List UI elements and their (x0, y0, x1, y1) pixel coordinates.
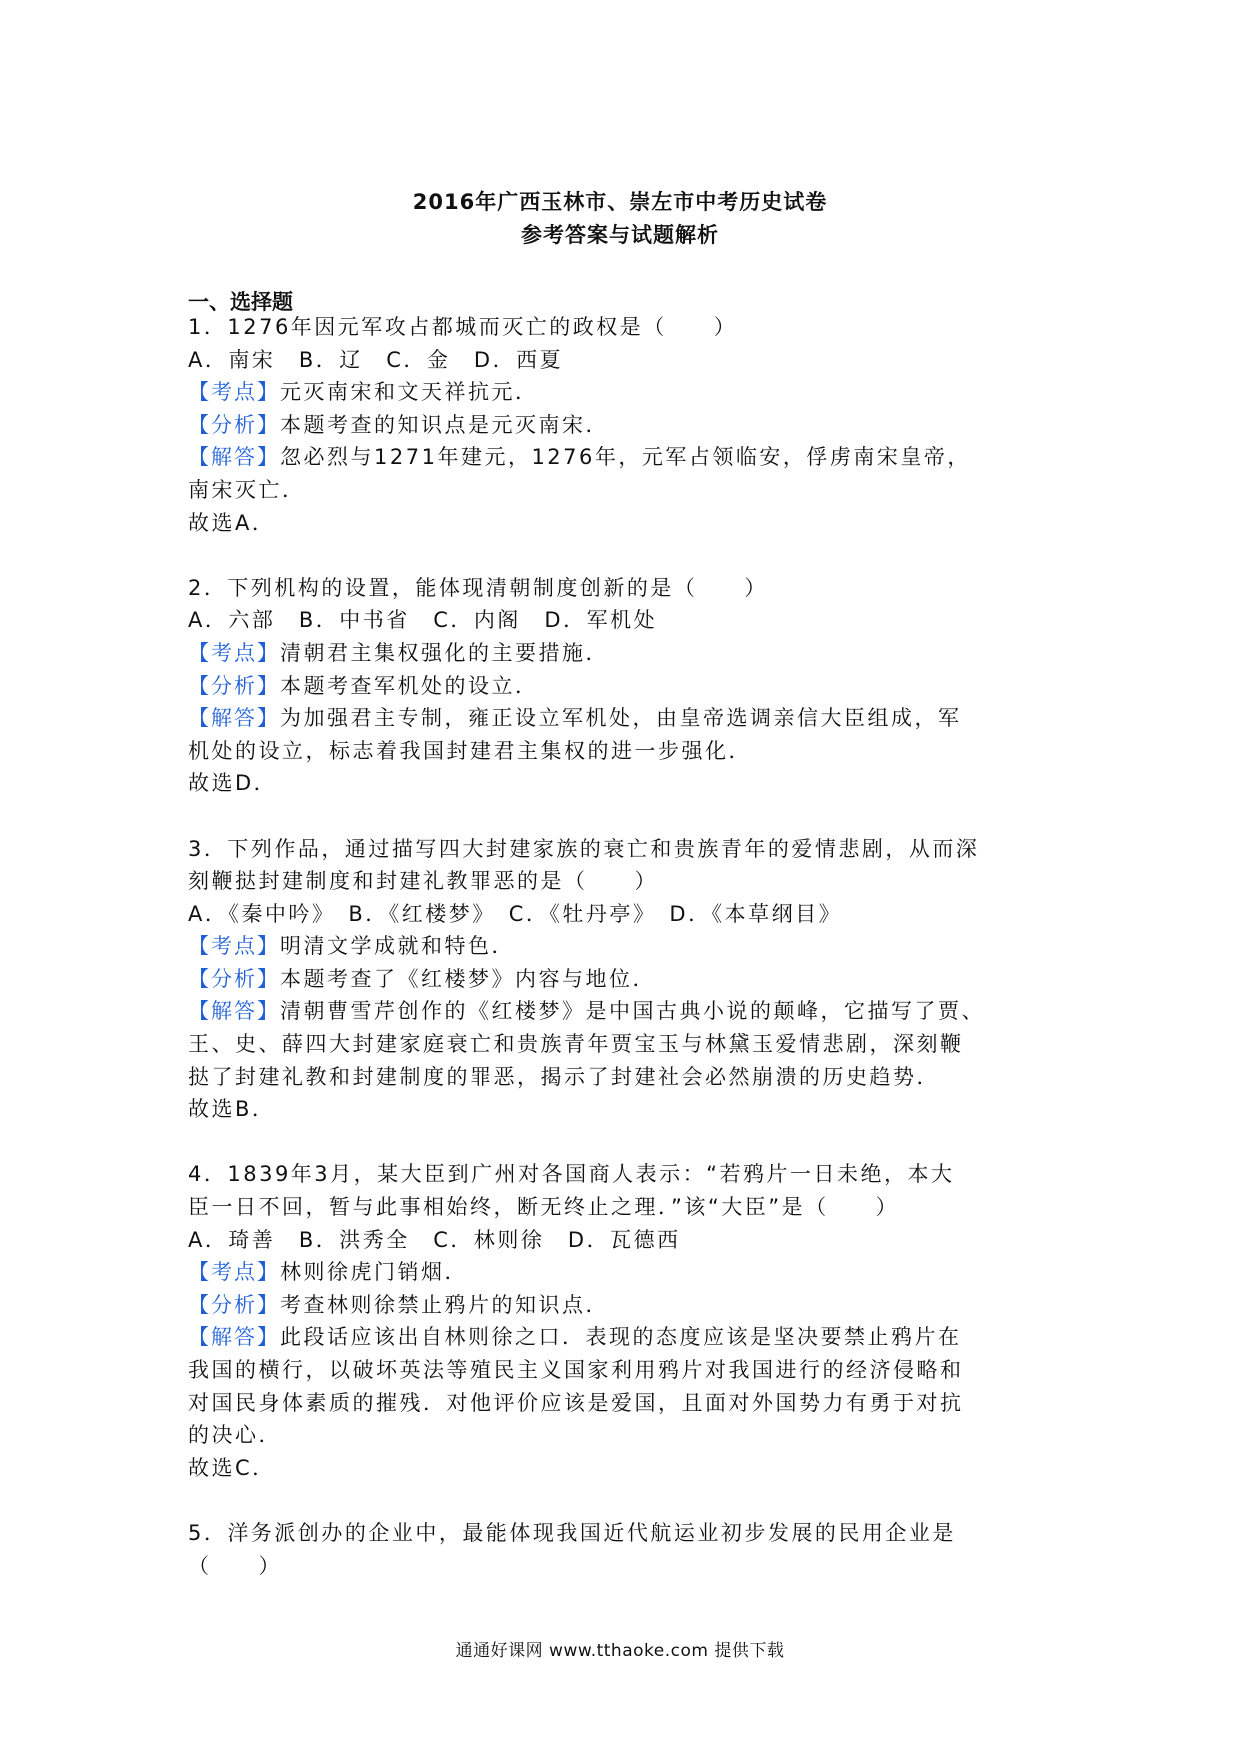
line-text: 故选A． (188, 510, 276, 535)
text-line (188, 702, 1058, 735)
line-text: 本题考查了《红楼梦》内容与地位． (280, 966, 656, 991)
answer-tag: 【考点】 (188, 934, 280, 959)
answer-tag: 【分析】 (188, 412, 280, 437)
text-line (188, 1550, 1058, 1583)
line-text: A．六部 B．中书省 C．内阁 D．军机处 (188, 608, 658, 633)
line-text: 林则徐虎门销烟． (280, 1260, 468, 1285)
section-heading: 一、选择题 (188, 290, 293, 314)
line-text: 王、史、薛四大封建家庭衰亡和贵族青年贾宝玉与林黛玉爱情悲剧，深刻鞭 (188, 1032, 964, 1057)
text-line (188, 1321, 1058, 1354)
answer-tag: 【考点】 (188, 1260, 280, 1285)
text-line (188, 833, 1058, 866)
line-text: 为加强君主专制，雍正设立军机处，由皇帝选调亲信大臣组成，军 (280, 706, 962, 731)
text-line (188, 1289, 1058, 1322)
document-title: 2016年广西玉林市、崇左市中考历史试卷 (412, 190, 828, 214)
line-text: 的决心． (188, 1423, 282, 1448)
text-line (188, 1158, 1058, 1191)
text-line (188, 637, 1058, 670)
line-text: A．南宋 B．辽 C．金 D．西夏 (188, 347, 564, 372)
line-text: A．琦善 B．洪秀全 C．林则徐 D．瓦德西 (188, 1227, 681, 1252)
text-line (188, 441, 1058, 474)
answer-tag: 【考点】 (188, 380, 280, 405)
page-footer: 通通好课网 www.tthaoke.com 提供下载 (455, 1641, 785, 1661)
answer-tag: 【解答】 (188, 706, 280, 731)
paragraph-gap (188, 800, 1058, 833)
line-text: 此段话应该出自林则徐之口．表现的态度应该是坚决要禁止鸦片在 (280, 1325, 962, 1350)
line-text: 故选C． (188, 1455, 276, 1480)
text-line (188, 1452, 1058, 1485)
text-line (188, 767, 1058, 800)
text-line (188, 1256, 1058, 1289)
line-text: 本题考查军机处的设立． (280, 673, 539, 698)
line-text: 3．下列作品，通过描写四大封建家族的衰亡和贵族青年的爱情悲剧，从而深 (188, 836, 980, 861)
text-line (188, 474, 1058, 507)
line-text: 对国民身体素质的摧残．对他评价应该是爱国，且面对外国势力有勇于对抗 (188, 1390, 964, 1415)
line-text: 清朝曹雪芹创作的《红楼梦》是中国古典小说的颠峰，它描写了贾、 (280, 999, 985, 1024)
text-line (188, 1517, 1058, 1550)
text-line (188, 344, 1058, 377)
line-text: 忽必烈与1271年建元，1276年，元军占领临安，俘虏南宋皇帝， (280, 445, 971, 470)
line-text: 我国的横行，以破坏英法等殖民主义国家利用鸦片对我国进行的经济侵略和 (188, 1358, 964, 1382)
line-text: 南宋灭亡． (188, 477, 306, 502)
line-text: 故选D． (188, 771, 278, 796)
text-line (188, 507, 1058, 540)
text-line (188, 572, 1058, 605)
answer-tag: 【分析】 (188, 966, 280, 991)
answer-tag: 【解答】 (188, 445, 280, 470)
line-text: A．《秦中吟》 B．《红楼梦》 C．《牡丹亭》 D．《本草纲目》 (188, 901, 843, 926)
text-line (188, 930, 1058, 963)
line-text: 清朝君主集权强化的主要措施． (280, 640, 609, 665)
document-body (188, 311, 1058, 1582)
text-line (188, 898, 1058, 931)
text-line (188, 1354, 1058, 1387)
text-line (188, 1191, 1058, 1224)
line-text: 元灭南宋和文天祥抗元． (280, 380, 539, 405)
line-text: 1．1276年因元军攻占都城而灭亡的政权是（ ） (188, 315, 738, 339)
text-line (188, 1093, 1058, 1126)
line-text: 臣一日不回，暂与此事相始终，断无终止之理．”该“大臣”是（ ） (188, 1195, 900, 1220)
answer-tag: 【解答】 (188, 1325, 280, 1350)
line-text: 2．下列机构的设置，能体现清朝制度创新的是（ ） (188, 575, 768, 600)
paragraph-gap (188, 1126, 1058, 1159)
text-line (188, 670, 1058, 703)
text-line (188, 1061, 1058, 1094)
text-line (188, 1419, 1058, 1452)
paragraph-gap (188, 539, 1058, 572)
line-text: 考查林则徐禁止鸦片的知识点． (280, 1292, 609, 1317)
text-line (188, 1224, 1058, 1257)
text-line (188, 409, 1058, 442)
answer-tag: 【解答】 (188, 999, 280, 1024)
document-subtitle: 参考答案与试题解析 (521, 223, 719, 247)
line-text: 5．洋务派创办的企业中，最能体现我国近代航运业初步发展的民用企业是 (188, 1520, 956, 1545)
answer-tag: 【分析】 (188, 673, 280, 698)
line-text: 本题考查的知识点是元灭南宋． (280, 412, 609, 437)
text-line (188, 311, 1058, 344)
text-line (188, 604, 1058, 637)
text-line (188, 1028, 1058, 1061)
line-text: （ ） (188, 1553, 282, 1578)
paragraph-gap (188, 1484, 1058, 1517)
text-line (188, 376, 1058, 409)
text-line (188, 1387, 1058, 1420)
line-text: 挞了封建礼教和封建制度的罪恶，揭示了封建社会必然崩溃的历史趋势． (188, 1064, 940, 1089)
line-text: 4．1839年3月，某大臣到广州对各国商人表示：“若鸦片一日未绝，本大 (188, 1162, 955, 1187)
answer-tag: 【分析】 (188, 1292, 280, 1317)
text-line (188, 865, 1058, 898)
text-line (188, 735, 1058, 768)
answer-tag: 【考点】 (188, 640, 280, 665)
line-text: 刻鞭挞封建制度和封建礼教罪恶的是（ ） (188, 869, 658, 894)
line-text: 故选B． (188, 1097, 276, 1122)
text-line (188, 963, 1058, 996)
line-text: 明清文学成就和特色． (280, 934, 515, 959)
line-text: 机处的设立，标志着我国封建君主集权的进一步强化． (188, 738, 752, 763)
text-line (188, 995, 1058, 1028)
